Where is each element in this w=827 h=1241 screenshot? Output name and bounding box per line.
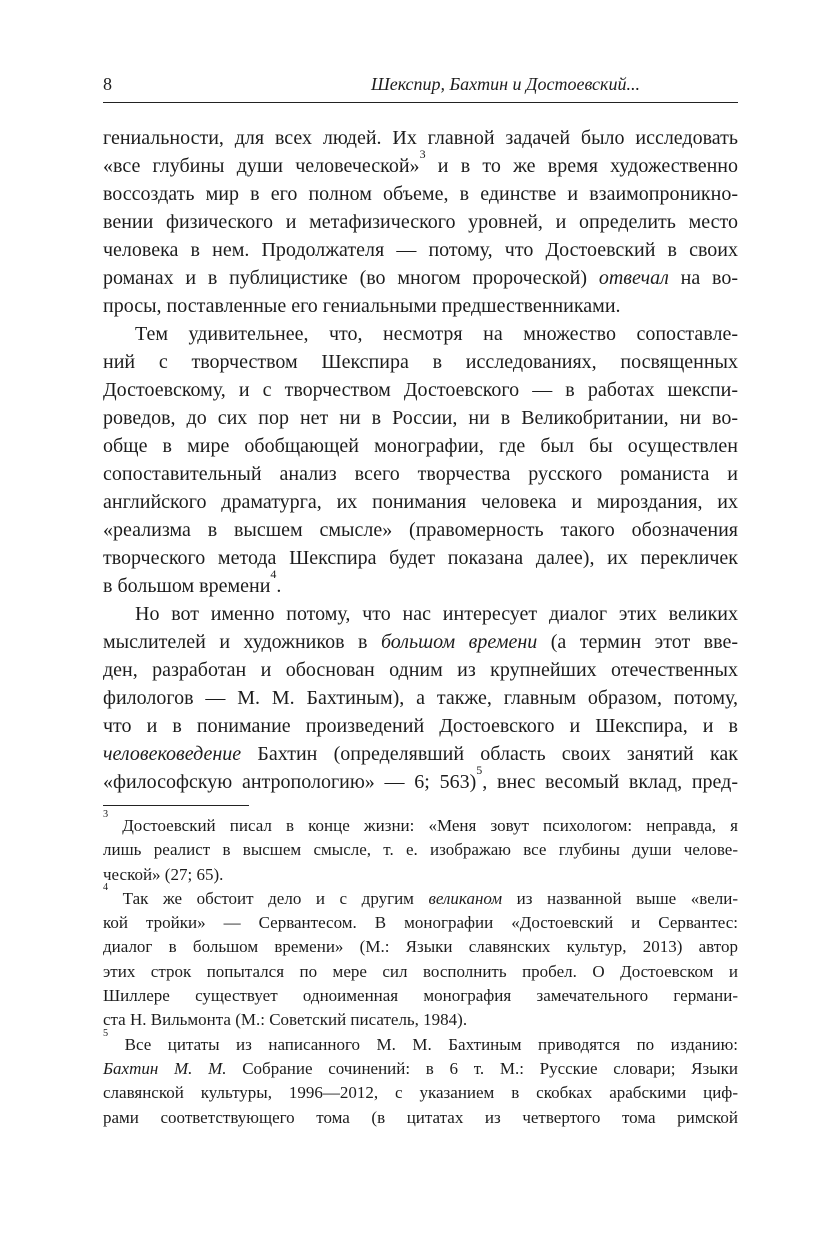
footnote-ref: 3 (419, 147, 426, 161)
text-segment: творческого метода Шекспира будет показана далее), их перекличек (103, 547, 738, 569)
text-line (103, 516, 738, 544)
footnote-line (103, 863, 738, 887)
text-segment: ческой» (27; 65). (103, 864, 224, 884)
emphasis-text: великаном (428, 888, 503, 908)
text-segment: сопоставительный анализ всего творчества русского романиста и (103, 463, 738, 485)
footnote-line (103, 1057, 738, 1081)
text-segment: рами соответствующего тома (в цитатах из четвертого тома римской (103, 1107, 738, 1127)
text-segment: «все глубины души человеческой» (103, 155, 420, 177)
text-segment: и в то же время художественно (425, 155, 738, 177)
emphasis-text: Бахтин М. М. (103, 1058, 227, 1078)
text-segment: мыслителей и художников в (103, 631, 381, 653)
text-line (103, 147, 738, 180)
text-segment: Достоевскому, и с творчеством Достоевского — в работах шекспи- (103, 379, 738, 401)
text-line (103, 376, 738, 404)
text-segment: (а термин этот вве- (537, 631, 738, 653)
footnote-line (103, 1008, 738, 1032)
text-segment: Все цитаты из написанного М. М. Бахтиным приводятся по изданию: (108, 1034, 738, 1054)
text-line (103, 684, 738, 712)
running-title: Шекспир, Бахтин и Достоевский... (371, 74, 640, 94)
text-segment: человека в нем. Продолжателя — потому, что Достоевский в своих (103, 239, 738, 261)
text-segment: этих строк попытался по мере сил восполнить пробел. О Достоевском и (103, 961, 738, 981)
text-segment: . (276, 575, 282, 597)
footnote-line (103, 809, 738, 838)
text-line (103, 320, 738, 348)
text-line (103, 292, 738, 320)
text-segment: ден, разработан и обоснован одним из крупнейших отечественных (103, 659, 738, 681)
text-line (103, 488, 738, 516)
text-segment: Шиллере существует одноименная монография замечательного германи- (103, 986, 738, 1006)
text-line (103, 544, 738, 572)
emphasis-text: большом времени (380, 631, 538, 653)
footnote-line (103, 1027, 738, 1057)
text-line (103, 740, 738, 768)
footnote-ref: 5 (103, 1027, 109, 1039)
text-segment: Тем удивительнее, что, несмотря на множество сопоставле- (135, 323, 738, 345)
footnote-ref: 5 (476, 763, 483, 777)
footnote-line (103, 935, 738, 959)
text-line (103, 628, 738, 656)
text-line (103, 404, 738, 432)
text-segment: воссоздать мир в его полном объеме, в единстве и взаимопроникно- (103, 183, 738, 205)
text-segment: гениальности, для всех людей. Их главной задачей было исследовать (103, 127, 738, 149)
text-segment: , внес весомый вклад, пред- (482, 771, 738, 793)
emphasis-text: человековедение (103, 743, 242, 765)
text-segment: что и в понимание произведений Достоевского и Шекспира, и в (103, 715, 738, 737)
emphasis-text: отвечал (598, 267, 669, 289)
text-segment: Собрание сочинений: в 6 т. М.: Русские словари; Языки (226, 1058, 738, 1078)
body-text (103, 124, 738, 796)
text-line (103, 180, 738, 208)
text-line (103, 432, 738, 460)
footnote-line (103, 1081, 738, 1105)
text-segment: на во- (668, 267, 739, 289)
text-line (103, 656, 738, 684)
text-segment: ний с творчеством Шекспира в исследованиях, посвященных (103, 351, 738, 373)
text-segment: славянской культуры, 1996—2012, с указанием в скобках арабскими циф- (103, 1083, 738, 1103)
text-segment: роведов, до сих пор нет ни в России, ни в Великобритании, ни во- (103, 407, 738, 429)
text-line (103, 264, 738, 292)
text-segment: романах и в публицистике (во многом пророческой) (103, 267, 599, 289)
text-line (103, 567, 738, 600)
text-segment: диалог в большом времени» (М.: Языки славянских культур, 2013) автор (103, 937, 738, 957)
text-segment: обще в мире обобщающей монографии, где был бы осуществлен (103, 435, 738, 457)
text-line (103, 236, 738, 264)
text-segment: «реализма в высшем смысле» (правомерность такого обозначения (103, 519, 738, 541)
footnote-divider (103, 805, 249, 806)
footnote-ref: 4 (270, 567, 277, 581)
text-line (103, 460, 738, 488)
text-segment: просы, поставленные его гениальными предшественниками. (103, 295, 621, 317)
footnote-line (103, 984, 738, 1008)
page-number: 8 (103, 74, 112, 94)
footnote-line (103, 911, 738, 935)
text-line (103, 763, 738, 796)
footnote-line (103, 960, 738, 984)
text-segment: «философскую антропологию» — 6; 563) (103, 771, 477, 793)
text-segment: Так же обстоит дело и с другим (108, 888, 429, 908)
text-segment: в большом времени (103, 575, 271, 597)
text-line (103, 600, 738, 628)
footnote-ref: 3 (103, 809, 109, 820)
text-line (103, 348, 738, 376)
text-segment: из названной выше «вели- (502, 888, 738, 908)
footnote-ref: 4 (103, 881, 109, 893)
text-segment: филологов — М. М. Бахтиным), а также, главным образом, потому, (103, 687, 738, 709)
footnotes (103, 809, 738, 1130)
text-line (103, 712, 738, 740)
footnote-line (103, 838, 738, 862)
running-header (103, 72, 738, 103)
text-segment: лишь реалист в высшем смысле, т. е. изображаю все глубины души челове- (103, 840, 738, 860)
text-segment: Но вот именно потому, что нас интересует диалог этих великих (135, 603, 738, 625)
text-segment: ста Н. Вильмонта (М.: Советский писатель, 1984). (103, 1010, 468, 1030)
text-segment: английского драматурга, их понимания человека и мироздания, их (103, 491, 738, 513)
text-segment: кой тройки» — Сервантесом. В монографии «Достоевский и Сервантес: (103, 913, 738, 933)
footnote-line (103, 1106, 738, 1130)
text-line (103, 208, 738, 236)
footnote-line (103, 881, 738, 911)
text-segment: Достоевский писал в конце жизни: «Меня зовут психологом: неправда, я (108, 816, 738, 835)
text-segment: вении физического и метафизического уровней, и определить место (103, 211, 738, 233)
text-segment: Бахтин (определявший область своих занятий как (241, 743, 738, 765)
